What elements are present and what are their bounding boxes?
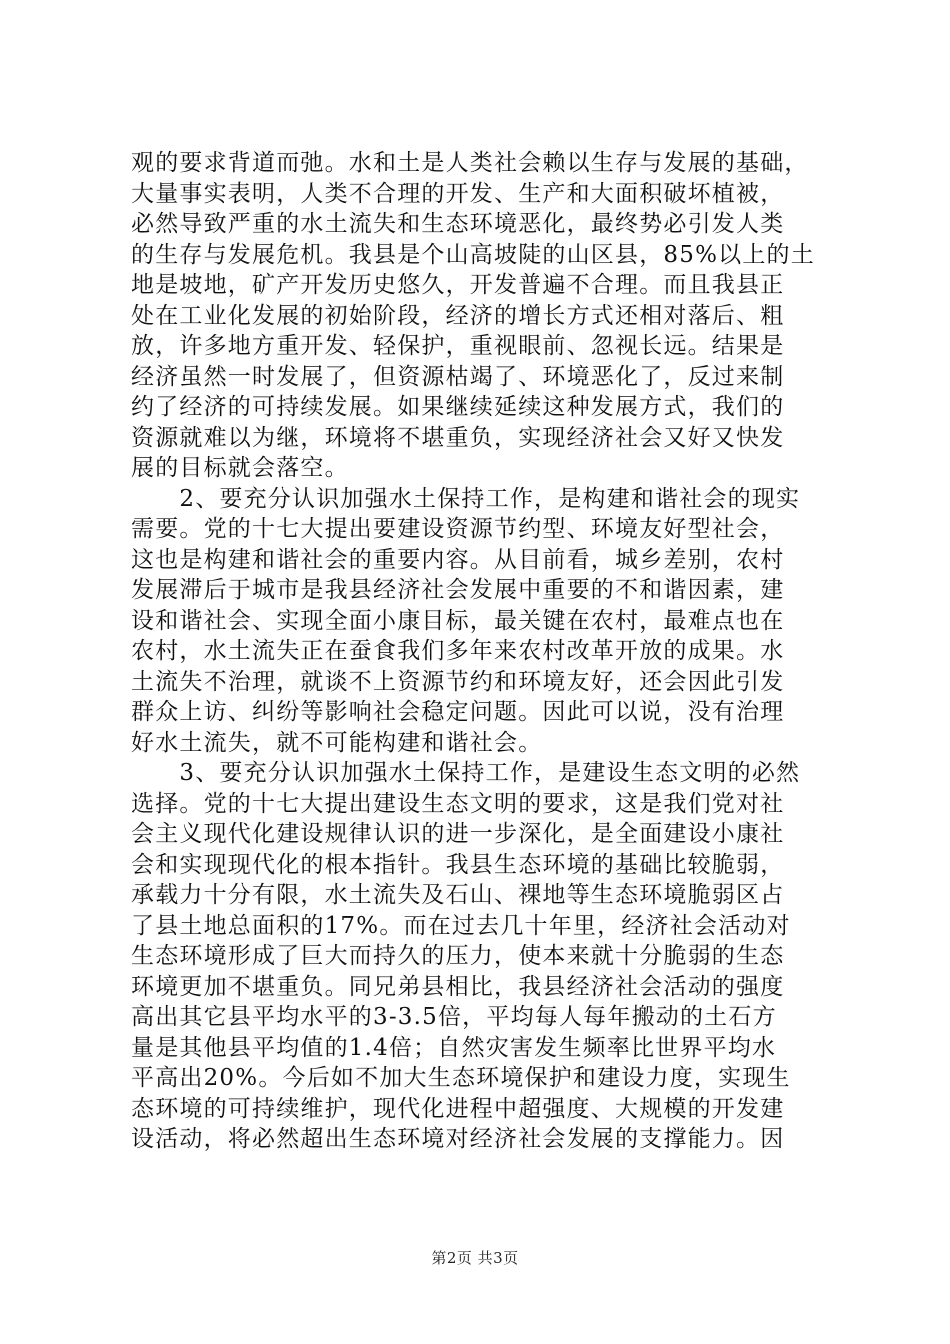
text-line: 承载力十分有限，水土流失及石山、裸地等生态环境脆弱区占 — [131, 882, 785, 908]
text-line: 环境更加不堪重负。同兄弟县相比，我县经济社会活动的强度 — [131, 973, 785, 1000]
text-line: 选择。党的十七大提出建设生态文明的要求，这是我们党对社 — [131, 790, 785, 817]
text-line: 大量事实表明，人类不合理的开发、生产和大面积破坏植被， — [131, 180, 785, 207]
text-line: 3、要充分认识加强水土保持工作，是建设生态文明的必然 — [131, 760, 801, 786]
text-line: 处在工业化发展的初始阶段，经济的增长方式还相对落后、粗 — [131, 302, 785, 329]
text-line: 群众上访、纠纷等影响社会稳定问题。因此可以说，没有治理 — [131, 699, 785, 725]
text-line: 放，许多地方重开发、轻保护，重视眼前、忽视长远。结果是 — [131, 333, 785, 359]
text-line: 高出其它县平均水平的3-3.5倍，平均每人每年搬动的土石方 — [131, 1004, 777, 1030]
text-line: 资源就难以为继，环境将不堪重负，实现经济社会又好又快发 — [131, 424, 785, 451]
text-line: 设和谐社会、实现全面小康目标，最关键在农村，最难点也在 — [131, 607, 785, 634]
text-line: 观的要求背道而弛。水和土是人类社会赖以生存与发展的基础， — [131, 150, 809, 176]
text-line: 必然导致严重的水土流失和生态环境恶化，最终势必引发人类 — [131, 211, 785, 237]
text-line: 会主义现代化建设规律认识的进一步深化，是全面建设小康社 — [131, 821, 785, 847]
text-line: 土流失不治理，就谈不上资源节约和环境友好，还会因此引发 — [131, 668, 785, 695]
text-line: 地是坡地，矿产开发历史悠久，开发普遍不合理。而且我县正 — [131, 272, 785, 298]
text-line: 会和实现现代化的根本指针。我县生态环境的基础比较脆弱， — [131, 851, 785, 878]
text-line: 2、要充分认识加强水土保持工作，是构建和谐社会的现实 — [131, 485, 801, 512]
text-line: 发展滞后于城市是我县经济社会发展中重要的不和谐因素，建 — [131, 577, 785, 603]
text-line: 约了经济的可持续发展。如果继续延续这种发展方式，我们的 — [131, 394, 785, 420]
text-line: 了县土地总面积的17%。而在过去几十年里，经济社会活动对 — [131, 912, 791, 939]
text-line: 生态环境形成了巨大而持久的压力，使本来就十分脆弱的生态 — [131, 943, 785, 969]
page-number-footer: 第2页 共3页 — [431, 1249, 519, 1267]
text-line: 需要。党的十七大提出要建设资源节约型、环境友好型社会， — [131, 516, 785, 542]
text-line: 态环境的可持续维护，现代化进程中超强度、大规模的开发建 — [131, 1095, 785, 1122]
text-line: 这也是构建和谐社会的重要内容。从目前看，城乡差别，农村 — [131, 546, 785, 573]
text-line: 展的目标就会落空。 — [131, 455, 349, 481]
body-text — [131, 148, 821, 1155]
text-line: 的生存与发展危机。我县是个山高坡陡的山区县，85%以上的土 — [131, 241, 815, 268]
text-line: 好水土流失，就不可能构建和谐社会。 — [131, 729, 543, 756]
text-line: 平高出20%。今后如不加大生态环境保护和建设力度，实现生 — [131, 1065, 791, 1091]
text-line: 量是其他县平均值的1.4倍；自然灾害发生频率比世界平均水 — [131, 1034, 777, 1061]
text-line: 经济虽然一时发展了，但资源枯竭了、环境恶化了，反过来制 — [131, 363, 785, 390]
text-line: 农村，水土流失正在蚕食我们多年来农村改革开放的成果。水 — [131, 638, 785, 664]
text-line: 设活动，将必然超出生态环境对经济社会发展的支撑能力。因 — [131, 1126, 785, 1152]
